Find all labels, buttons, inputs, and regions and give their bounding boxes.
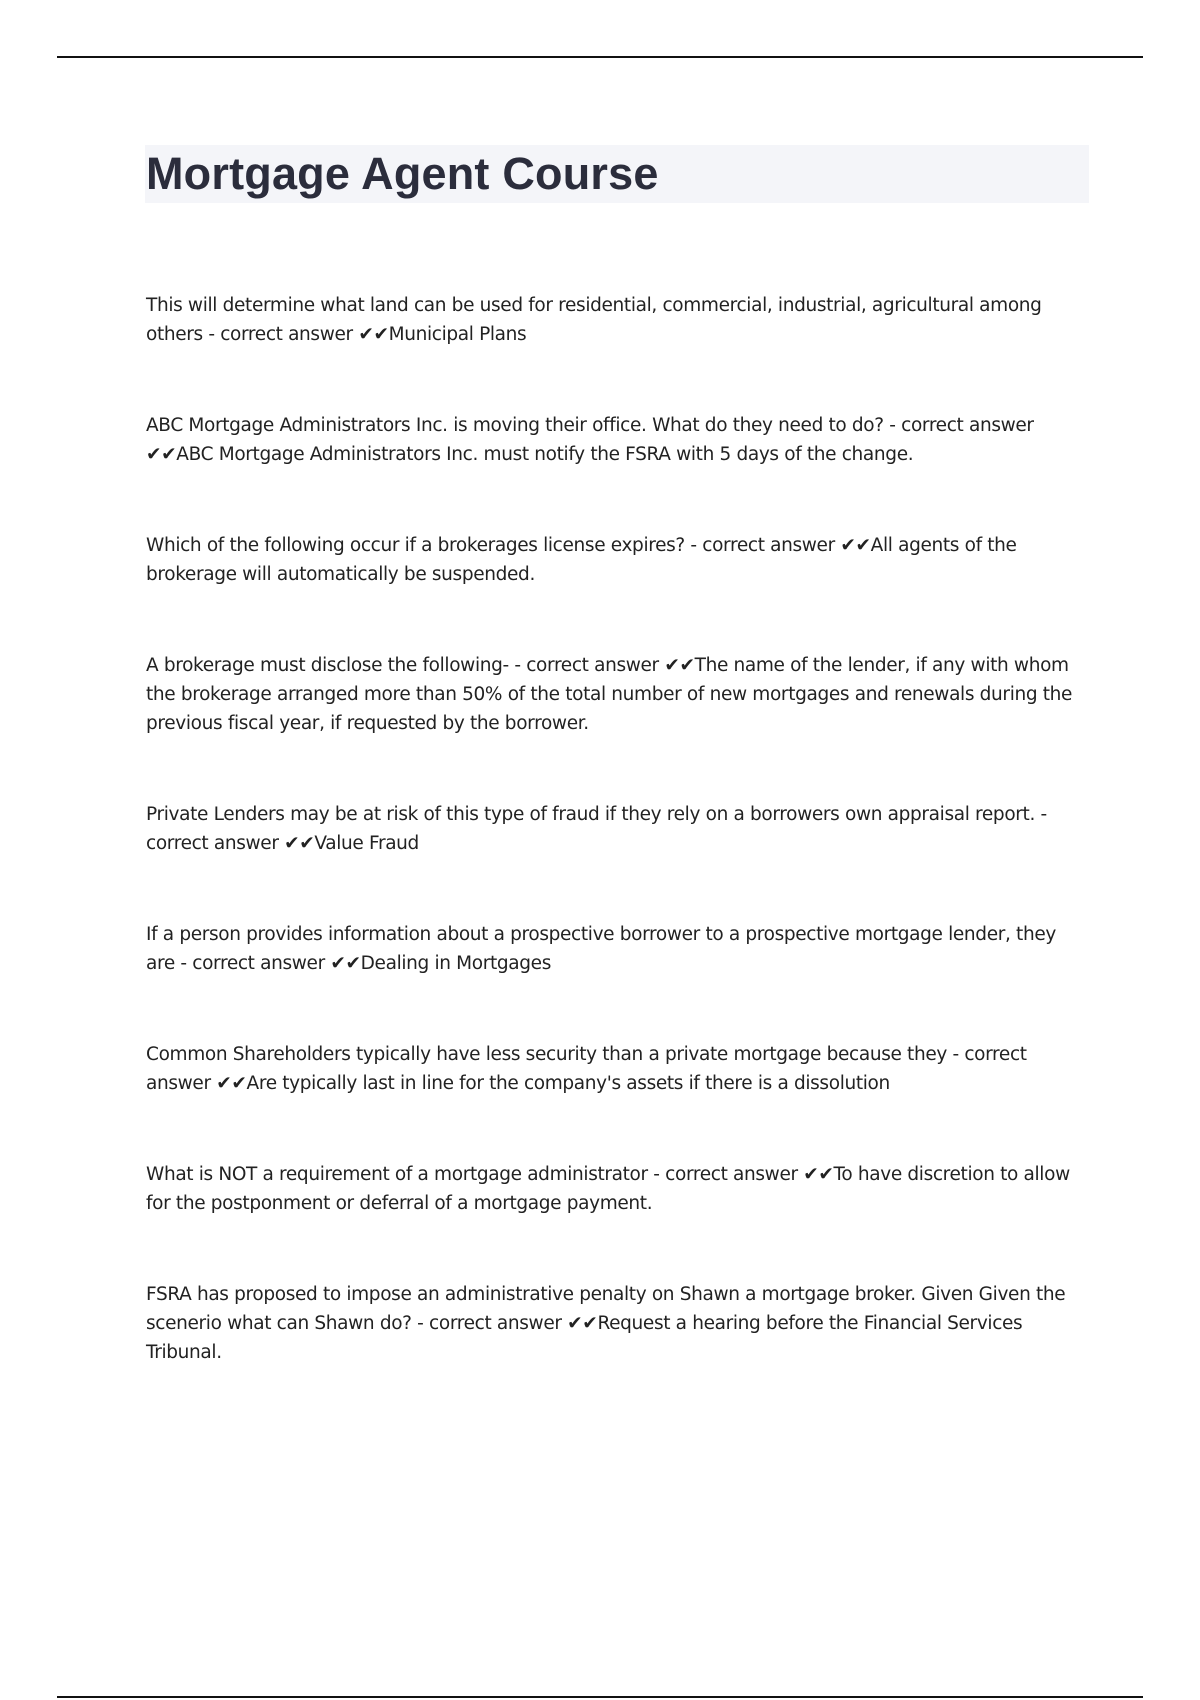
qa-entry: Private Lenders may be at risk of this type of fraud if they rely on a borrowers own appraisal report. - correct answer ✔✔Value Fraud — [146, 804, 1047, 854]
qa-entry: What is NOT a requirement of a mortgage administrator - correct answer ✔✔To have discretion to allow for the postponment or deferral of a mortgage payment. — [146, 1164, 1070, 1214]
document-title: Mortgage Agent Course — [146, 148, 659, 199]
qa-entry: Common Shareholders typically have less security than a private mortgage because they - correct answer ✔✔Are typically last in line for the company's assets if there is a dissolution — [146, 1044, 1027, 1094]
qa-entry: This will determine what land can be used for residential, commercial, industrial, agricultural among others - correct answer ✔✔Municipal Plans — [146, 295, 1042, 345]
qa-entry: ABC Mortgage Administrators Inc. is moving their office. What do they need to do? - correct answer ✔✔ABC Mortgage Administrators Inc. must notify the FSRA with 5 days of the change. — [146, 415, 1034, 465]
qa-entry: If a person provides information about a prospective borrower to a prospective mortgage lender, they are - correct answer ✔✔Dealing in Mortgages — [146, 924, 1056, 974]
qa-list — [146, 291, 1090, 1429]
header-rule — [57, 56, 1143, 58]
qa-entry: A brokerage must disclose the following- - correct answer ✔✔The name of the lender, if any with whom the brokerage arranged more than 50% of the total number of new mortgages and renewals during the previous fiscal year, if requested by the borrower. — [146, 655, 1073, 734]
qa-entry: Which of the following occur if a brokerages license expires? - correct answer ✔✔All agents of the brokerage will automatically be suspended. — [146, 535, 1017, 585]
footer-rule — [57, 1696, 1143, 1698]
qa-entry: FSRA has proposed to impose an administrative penalty on Shawn a mortgage broker. Given Given the scenerio what can Shawn do? - correct answer ✔✔Request a hearing before the Financial Services Tribunal. — [146, 1284, 1066, 1363]
